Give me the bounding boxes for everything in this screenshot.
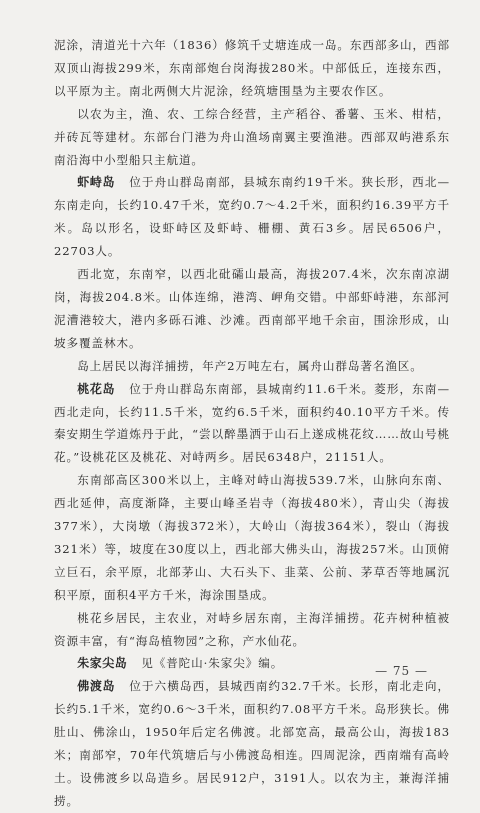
entry-taohua [54, 378, 450, 470]
paragraph [54, 34, 450, 103]
entry-title: 桃花岛 [77, 381, 116, 396]
paragraph [54, 355, 450, 378]
paragraph-text: 位于舟山群岛东南部，县城南约11.6千米。菱形，东南—西北走向，长约11.5千米，宽约6.5千米，面积约40.10平方千米。传秦安期生学道炼丹于此，“尝以醉墨洒于山石上遂成桃花纹……故山号桃花。”设桃花区及桃花、对峙两乡。居民6348户，21151人。 [54, 381, 450, 465]
paragraph-text: 以农为主，渔、农、工综合经营，主产稻谷、番薯、玉米、柑桔，并砖瓦等建材。东部台门港为舟山渔场南翼主要渔港。西部双屿港系东南沿海中小型船只主航道。 [54, 106, 450, 167]
paragraph-text: 位于六横岛西，县城西南约32.7千米。长形，南北走向，长约5.1千米，宽约0.6～3千米，面积约7.08平方千米。岛形狭长。佛肚山、佛涂山，1950年后定名佛渡。北部宽高，最高公山，海拔183米；南部窄，70年代筑塘后与小佛渡岛相连。四周泥涂，西南端有高岭土。设佛渡乡以岛造乡。居民912户，3191人。以农为主，兼海洋捕捞。 [54, 679, 450, 808]
paragraph-text: 西北宽，东南窄，以西北砒礵山最高，海拔207.4米，次东南凉湖岗，海拔204.8米。山体连绵，港湾、岬角交错。中部虾峙港，东部河泥漕港较大，港内多砾石滩、沙滩。西南部平地千余亩，围涂形成，山坡多覆盖林木。 [54, 267, 450, 350]
paragraph [54, 263, 450, 355]
paragraph [54, 607, 450, 653]
paragraph-text: 桃花乡居民，主农业，对峙乡居东南，主海洋捕捞。花卉树种植被资源丰富，有“海岛植物园”之称，产水仙花。 [54, 610, 450, 648]
paragraph [54, 103, 450, 172]
entry-title: 佛渡岛 [77, 679, 116, 694]
entry-xiashi [54, 171, 450, 263]
body-text [54, 34, 450, 813]
paragraph-text: 泥涂，清道光十六年（1836）修筑千丈塘连成一岛。东西部多山，西部双顶山海拔299米，东南部炮台岗海拔280米。中部低丘，连接东西，以平原为主。南北两侧大片泥涂，经筑塘围垦为主要农作区。 [54, 38, 450, 98]
paragraph-text: 东南部高区300米以上，主峰对峙山海拔539.7米，山脉向东南、西北延伸，高度渐降，主要山峰圣岩寺（海拔480米），青山尖（海拔377米），大岗墩（海拔372米），大岭山（海拔364米），裂山（海拔321米）等，坡度在30度以上，西北部大佛头山，海拔257米。山顶俯立巨石，余平原，北部茅山、大石头下、韭菜、公前、茅草否等地属沉积平原，面积4平方千米，海涂围垦成。 [54, 473, 450, 602]
paragraph-text: 位于舟山群岛南部，县城东南约19千米。狭长形，西北—东南走向，长约10.47千米，宽约0.7～4.2千米，面积约16.39平方千米。岛以形名，设虾峙区及虾峙、栅棚、黄石3乡。居民6506户，22703人。 [54, 175, 450, 259]
entry-fodu [54, 675, 450, 812]
paragraph [54, 469, 450, 606]
paragraph-text: 见《普陀山·朱家尖》编。 [141, 656, 284, 671]
entry-title: 朱家尖岛 [77, 656, 128, 671]
paragraph-text: 岛上居民以海洋捕捞，年产2万吨左右，属舟山群岛著名渔区。 [77, 358, 423, 373]
entry-title: 虾峙岛 [77, 175, 116, 190]
page-number: — 75 — [375, 664, 428, 678]
